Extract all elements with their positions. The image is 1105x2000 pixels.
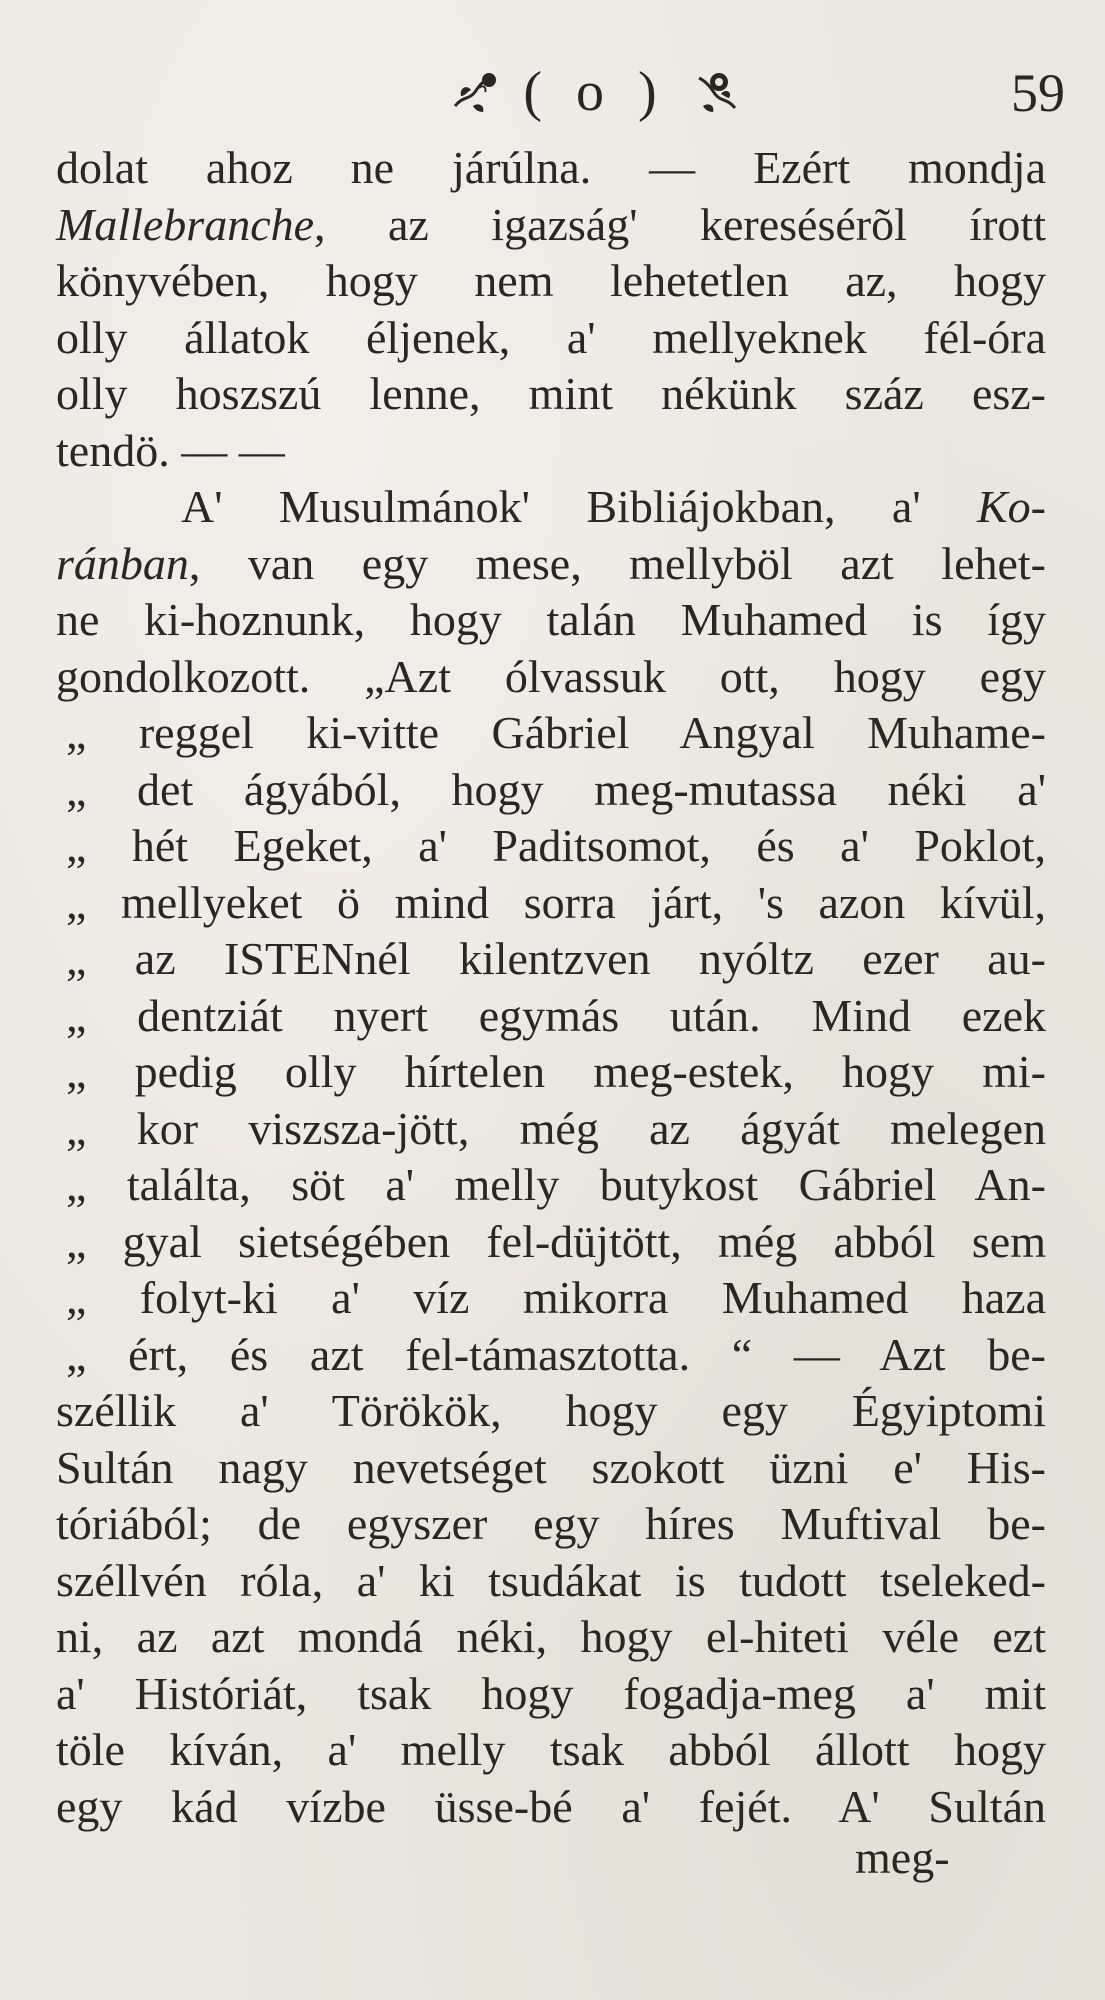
- floral-ornament-icon: [689, 66, 741, 118]
- text-line: Mallebranche, az igazság' keresésérõl írott: [56, 198, 1046, 250]
- page-marker: ( o ): [523, 61, 667, 123]
- text-line: a' Históriát, tsak hogy fogadja-meg a' mit: [56, 1667, 1046, 1719]
- text-line: gondolkozott. „Azt ólvassuk ott, hogy egy: [56, 650, 1046, 702]
- quoted-line: „ kor viszsza-jött, még az ágyát melegen: [66, 1102, 1046, 1154]
- text-line: dolat ahoz ne járúlna. — Ezért mondja: [56, 142, 1046, 193]
- floral-ornament-icon: [449, 66, 501, 118]
- text-line: könyvében, hogy nem lehetetlen az, hogy: [56, 255, 1046, 306]
- text-line: ránban, van egy mese, mellyböl azt lehet-: [56, 537, 1046, 589]
- text-line: ne ki-hoznunk, hogy talán Muhamed is így: [56, 594, 1046, 645]
- text-line: tendö. — —: [56, 424, 285, 476]
- quoted-line: „ dentziát nyert egymás után. Mind ezek: [66, 989, 1046, 1041]
- text-line: széllvén róla, a' ki tsudákat is tudott tseleked-: [56, 1554, 1046, 1606]
- quoted-line: „ mellyeket ö mind sorra járt, 's azon kívül,: [66, 876, 1046, 928]
- quoted-line: „ reggel ki-vitte Gábriel Angyal Muhame-: [66, 707, 1046, 758]
- text-line: tóriából; de egyszer egy híres Muftival be-: [56, 1498, 1046, 1549]
- quoted-line: „ gyal sietségében fel-düjtött, még abból sem: [66, 1215, 1046, 1267]
- text-line: töle kíván, a' melly tsak abból állott hogy: [56, 1724, 1046, 1775]
- text-line: egy kád vízbe üsse-bé a' fejét. A' Sultán: [56, 1780, 1046, 1832]
- text-line: széllik a' Törökök, hogy egy Égyiptomi: [56, 1385, 1046, 1436]
- text-line: ni, az azt mondá néki, hogy el-hiteti véle ezt: [56, 1611, 1046, 1662]
- text-line: olly hoszszú lenne, mint nékünk száz esz-: [56, 368, 1046, 419]
- quoted-line: „ hét Egeket, a' Paditsomot, és a' Poklot,: [66, 820, 1046, 871]
- quoted-line: „ találta, söt a' melly butykost Gábriel An-: [66, 1159, 1046, 1210]
- quoted-line: „ ért, és azt fel-támasztotta. “ — Azt be-: [66, 1328, 1046, 1380]
- quoted-line: „ az ISTENnél kilentzven nyóltz ezer au-: [66, 933, 1046, 984]
- quoted-line: „ pedig olly hírtelen meg-estek, hogy mi-: [66, 1046, 1046, 1097]
- running-head: [415, 52, 775, 132]
- quoted-line: „ folyt-ki a' víz mikorra Muhamed haza: [66, 1272, 1046, 1323]
- text-line: olly állatok éljenek, a' mellyeknek fél-óra: [56, 311, 1046, 363]
- body-text: [56, 140, 1046, 1835]
- text-line: Sultán nagy nevetséget szokott üzni e' His-: [56, 1441, 1046, 1493]
- catchword: meg-: [855, 1832, 950, 1883]
- quoted-line: „ det ágyából, hogy meg-mutassa néki a': [66, 763, 1046, 815]
- page-header: [0, 52, 1105, 132]
- page-number: 59: [1011, 63, 1065, 123]
- paragraph-start: A' Musulmánok' Bibliájokban, a' Ko-: [181, 481, 1046, 532]
